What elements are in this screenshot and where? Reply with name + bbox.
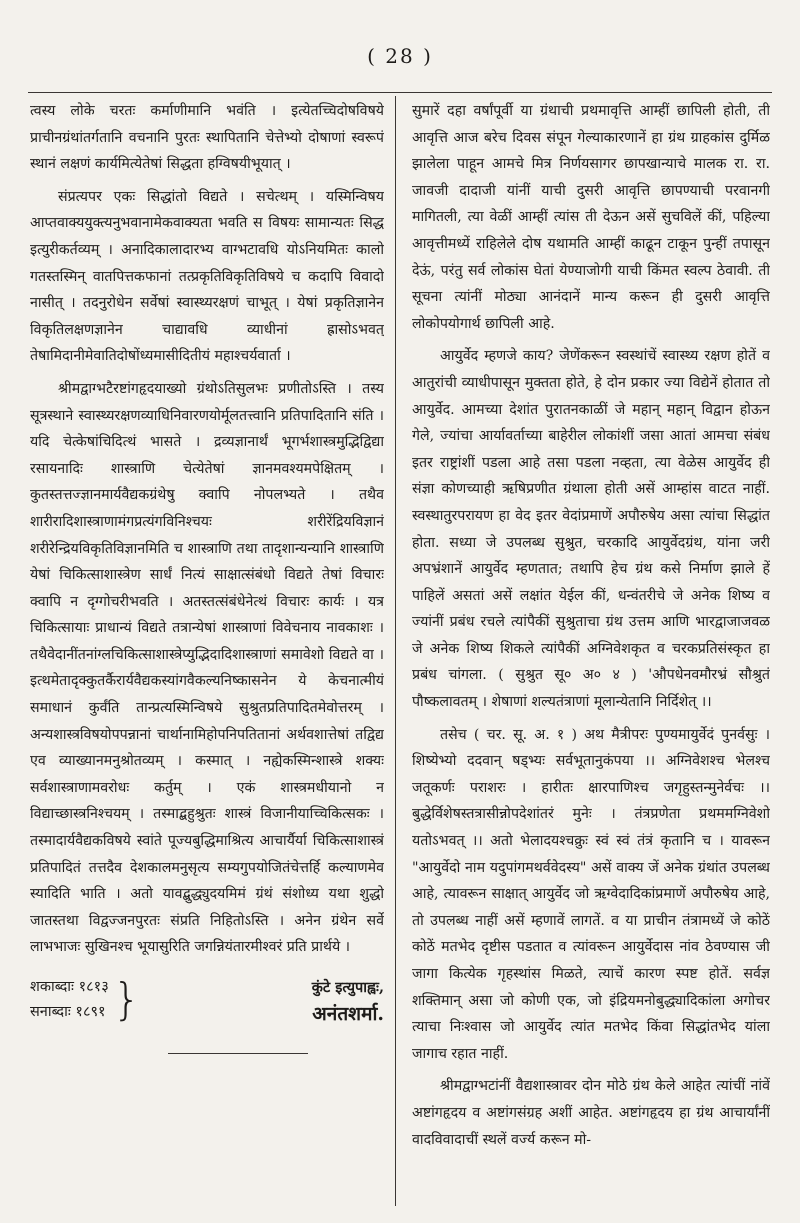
right-column: [412, 98, 770, 1209]
signoff-dates: [30, 975, 141, 1025]
shaka-year: शकाब्दाः १८१३: [30, 979, 109, 995]
right-paragraph-4: श्रीमद्वाग्भटांनीं वैद्यशास्त्रावर दोन मोठे ग्रंथ केले आहेत त्यांचीं नांवें अष्टांगहृदय व अष्टांगसंग्रह अशीं आहेत. अष्टांगहृदय हा ग्रंथ आचार्यांनीं वादविवादाचीं स्थलें वर्ज्य करून मो-: [412, 1078, 770, 1148]
signature: [312, 975, 384, 1027]
right-paragraph-3: तसेच ( चर. सू. अ. १ ) अथ मैत्रीपरः पुण्यमायुर्वेदं पुनर्वसुः । शिष्येभ्यो ददवान् षड्भ्यः सर्वभूतानुकंपया ।। अग्निवेशश्च भेलश्च जतूकर्णः पराशरः । हारीतः क्षारपाणिश्च जगृहुस्तन्मुनेर्वचः ।। बुद्धेर्विशेषस्तत्रासीन्नोपदेशांतरं मुनेः । तंत्रप्रणेता प्रथममग्निवेशो यतोऽभवत् ।। अतो भेलादयश्चक्रुः स्वं स्वं तंत्रं कृतानि च । यावरून "आयुर्वेदो नाम यदुपांगमथर्ववेदस्य" असें वाक्य जें अनेक ग्रंथांत उपलब्ध आहे, त्यावरून साक्षात् आयुर्वेद जो ऋग्वेदादिकांप्रमाणें अपौरुषेय आहे, तो उपलब्ध नाहीं असें म्हणावें लागतें. व या प्राचीन तंत्रामध्यें जे कोठें कोठें मतभेद दृष्टीस पडतात व त्यांवरून आयुर्वेदास नांव ठेवण्यास जी जागा कित्येक गृहस्थांस मिळते, त्याचें कारण स्पष्ट होतें. सर्वज्ञ शक्तिमान् असा जो कोणी एक, जो इंद्रियमनोबुद्ध्यादिकांला अगोचर त्याचा निःश्वास जो आयुर्वेद त्यांत मतभेद किंवा सिद्धांतभेद यांला जागाच रहात नाहीं.: [412, 726, 770, 1062]
left-paragraph-3: श्रीमद्वाग्भटैरष्टांगहृदयाख्यो ग्रंथोऽतिसुलभः प्रणीतोऽस्ति । तस्य सूत्रस्थाने स्वास्थ्यरक्षणव्याधिनिवारणयोर्मूलतत्त्वानि प्रतिपादितानि संति । यदि चेत्केषांचिदित्थं भासते । द्रव्यज्ञानार्थं भूगर्भशास्त्रमुद्भिद्विद्या रसायनादिः शास्त्राणि चेत्येतेषां ज्ञानमवश्यमपेक्षितम् । कुतस्तत्तज्ज्ञानमार्यवैद्यकग्रंथेषु क्वापि नोपलभ्यते । तथैव शारीरादिशास्त्राणामंगप्रत्यंगविनिश्चयः शरीरेंद्रियविज्ञानं शरीरेन्द्रियविकृतिविज्ञानमिति च शास्त्राणि तथा तादृशान्यन्यानि शास्त्राणि येषां चिकित्साशास्त्रेण सार्धं नित्यं साक्षात्संबंधो विद्यते तेषां विचारः क्वापि न दृग्गोचरीभवति । अतस्तत्संबंधेनेत्थं विचारः कार्यः । यत्र चिकित्सायाः प्राधान्यं विद्यते तत्रान्येषां शास्त्राणां विवेचनाय नावकाशः । तथैवेदानींतनांग्लचिकित्साशास्त्रेप्युद्भिदादिशास्त्राणां समावेशो विद्यते वा । इत्थमेतादृक्कुतर्कैरार्यवैद्यकस्यांगवैकल्यनिष्कासनेन ये केचनात्मीयं समाधानं कुर्वंति तान्प्रत्यस्मिन्विषये सुश्रुतप्रतिपादितमेवोत्तरम् । अन्यशास्त्रविषयोपपन्नानां चार्थानामिहोपनिपतितानां अर्थवशात्तेषां तद्विद्य एव व्याख्यानमनुश्रोतव्यम् । कस्मात् । नह्येकस्मिन्शास्त्रे शक्यः सर्वशास्त्राणामवरोधः कर्तुम् । एकं शास्त्रमधीयानो न विद्याच्छास्त्रनिश्चयम् । तस्माद्बहुश्रुतः शास्त्रं विजानीयाच्चिकित्सकः । तस्मादार्यवैद्यकविषये स्वांते पूज्यबुद्धिमाश्रित्य आचार्यैर्या चिकित्साशास्त्रं प्रतिपादितं तत्तदैव देशकालमनुसृत्य सम्यगुपयोजितंचेत्तर्हि कल्याणमेव स्यादिति भाति । अतो यावद्बुद्ध्युदयमिमं ग्रंथं संशोध्य यथा शुद्धो जातस्तथा विद्वज्जनपुरतः संप्रति निहितोऽस्ति । अनेन ग्रंथेन सर्वे लाभभाजः सुखिनश्च भूयासुरिति जगन्नियंतारमीश्वरं प्रति प्रार्थये ।: [30, 380, 384, 956]
date-brace: }: [112, 974, 141, 1025]
right-paragraph-2: आयुर्वेद म्हणजे काय? जेणेंकरून स्वस्थांचें स्वास्थ्य रक्षण होतें व आतुरांची व्याधीपासून मुक्तता होते, हे दोन प्रकार ज्या विद्येनें होतात तो आयुर्वेद. आमच्या देशांत पुरातनकाळीं जे महान् महान् विद्वान होऊन गेले, ज्यांचा आर्यावर्ताच्या बाहेरील लोकांशीं जसा आतां आमचा संबंध इतर राष्ट्रांशीं पडला आहे तसा पडला नव्हता, त्या वेळेस आयुर्वेद ही संज्ञा कोणच्याही ऋषिप्रणीत ग्रंथाला होती असें आम्हांस वाटत नाहीं. स्वस्थातुरपरायण हा वेद इतर वेदांप्रमाणें अपौरुषेय असा त्यांचा सिद्धांत होता. सध्या जे उपलब्ध सुश्रुत, चरकादि आयुर्वेदग्रंथ, यांना जरी अपभ्रंशानें आयुर्वेद म्हणतात; तथापि हेच ग्रंथ कसे निर्माण झाले हें पाहिलें असतां असें लक्षांत येईल कीं, धन्वंतरीचे जे अनेक शिष्य व ज्यांनीं प्रबंध रचले त्यांपैकीं सुश्रुताचा ग्रंथ उत्तम आणि भारद्वाजाजवळ जे अनेक शिष्य शिकले त्यांपैकीं अग्निवेशकृत व चरकप्रतिसंस्कृत हा प्रबंध चांगला. ( सुश्रुत सू० अ० ४ ) 'औपधेनवमौरभ्रं सौश्रुतं पौष्कलावतम् । शेषाणां शल्यतंत्राणां मूलान्येतानि निर्दिशेत् ।।: [412, 348, 770, 711]
signature-surname: कुंटे इत्युपाह्वः,: [311, 979, 384, 996]
samvat-year: सनाब्दाः १८९१: [30, 1004, 106, 1020]
page-number: ( 28 ): [367, 44, 433, 68]
left-column: [30, 98, 384, 1209]
header-rule: [28, 92, 772, 93]
closing-rule: [168, 1053, 308, 1054]
right-paragraph-1: सुमारें दहा वर्षांपूर्वी या ग्रंथाची प्रथमावृत्ति आम्हीं छापिली होती, ती आवृत्ति आज बरेच दिवस संपून गेल्याकारणानें हा ग्रंथ ग्राहकांस दुर्मिळ झालेला पाहून आमचे मित्र निर्णयसागर छापखान्याचे मालक रा. रा. जावजी दादाजी यांनीं याची दुसरी आवृत्ति छापण्याची परवानगी मागितली, त्या वेळीं आम्हीं त्यांस ती देऊन असें सुचविलें कीं, पहिल्या आवृत्तीमध्यें राहिलेले दोष यथामति आम्हीं काढून टाकून पुन्हीं तपासून देऊं, परंतु सर्व लोकांस घेतां येण्याजोगी याची किंमत स्वल्प ठेवावी. ती सूचना त्यांनीं मोठ्या आनंदानें मान्य करून ही दुसरी आवृत्ति लोकोपयोगार्थ छापिली आहे.: [412, 103, 770, 332]
signoff: [30, 975, 384, 1027]
left-paragraph-2: संप्रत्यपर एकः सिद्धांतो विद्यते । सचेत्थम् । यस्मिन्विषय आप्तवाक्ययुक्त्यनुभवानामेकवाक्यता भवति स विषयः सामान्यतः सिद्ध इत्युरीकर्तव्यम् । अनादिकालादारभ्य वाग्भटावधि योऽनियमितः कालो गतस्तस्मिन् वातपित्तकफानां तत्प्रकृतिविकृतिविषये च कदापि विवादो नासीत् । तदनुरोधेन सर्वेषां स्वास्थ्यरक्षणं चाभूत् । येषां प्रकृतिज्ञानेन विकृतिलक्षणज्ञानेन चाद्यावधि व्याधीनां ह्रासोऽभवत् तेषामिदानीमेवातिदोषोंध्यमासीदितीयं महाश्चर्यवार्ता ।: [30, 188, 384, 365]
column-divider: [395, 96, 396, 1206]
left-paragraph-1: त्वस्य लोके चरतः कर्माणीमानि भवंति । इत्येतच्चिदोषविषये प्राचीनग्रंथांतर्गतानि वचनानि पुरतः स्थापितानि चेत्तेभ्यो दोषाणां स्वरूपं स्थानं लक्षणं कार्यमित्येतेषां सिद्धता हग्विषयीभूयात् ।: [30, 103, 384, 173]
signature-author: अनंतशर्मा.: [312, 1003, 384, 1025]
